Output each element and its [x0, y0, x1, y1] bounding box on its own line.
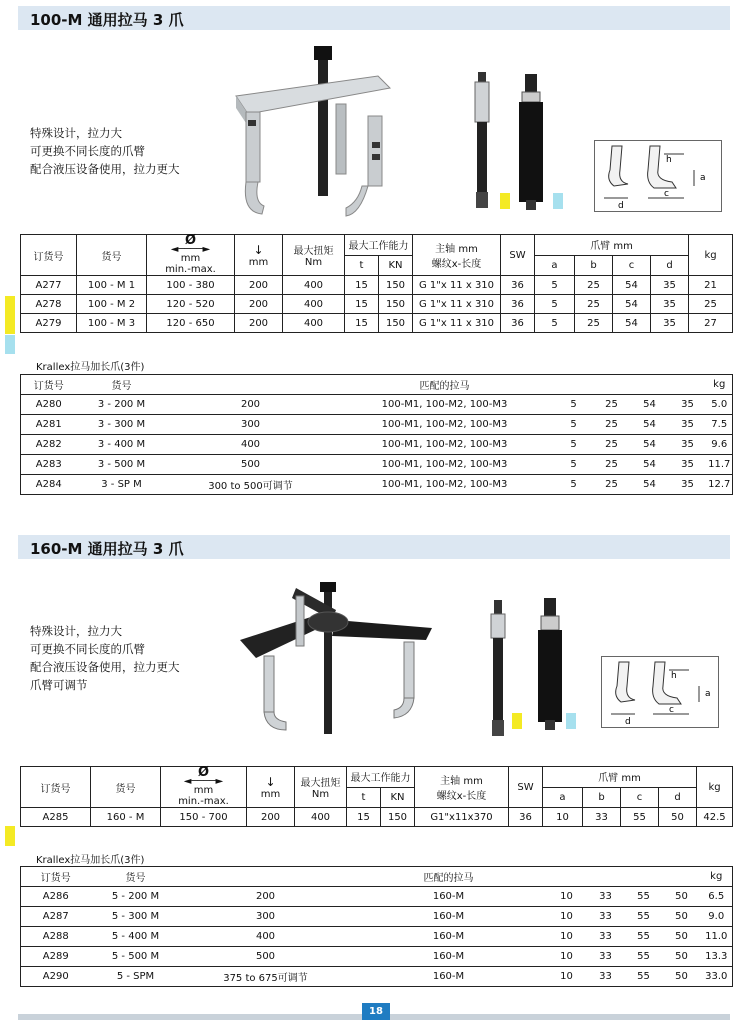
cell-a: 5: [555, 475, 593, 495]
cell-kg: 13.3: [701, 947, 733, 967]
cell-kn: 150: [379, 314, 413, 333]
header-depth: [247, 767, 295, 808]
cell-c: 55: [625, 907, 663, 927]
header-t: t: [345, 255, 379, 276]
cell-item: 100 - M 1: [77, 276, 147, 295]
cell-b: 25: [575, 314, 613, 333]
torque-unit: Nm: [311, 789, 330, 800]
cell-order: A282: [21, 435, 77, 455]
sub-header-blank: [593, 375, 631, 395]
cell-length: 200: [167, 395, 335, 415]
cell-item: 3 - SP M: [77, 475, 167, 495]
cell-c: 55: [625, 927, 663, 947]
cell-c: 54: [613, 295, 651, 314]
cell-torque: 400: [283, 314, 345, 333]
cell-length: 200: [181, 887, 351, 907]
diameter-range: min.-max.: [178, 796, 229, 807]
cell-depth: 200: [235, 295, 283, 314]
table-row: [21, 314, 733, 333]
cell-d: 35: [669, 415, 707, 435]
cell-b: 25: [593, 415, 631, 435]
cell-order: A281: [21, 415, 77, 435]
header-spindle: [415, 767, 509, 808]
diameter-symbol: Ø: [197, 765, 210, 780]
sub-header-order: 订货号: [21, 867, 91, 887]
cell-c: 54: [631, 415, 669, 435]
cell-d: 50: [663, 887, 701, 907]
cell-item: 3 - 400 M: [77, 435, 167, 455]
cell-match: 100-M1, 100-M2, 100-M3: [335, 475, 555, 495]
cell-sw: 36: [509, 808, 543, 827]
yellow-marker: [5, 296, 15, 334]
sub-header-order: 订货号: [21, 375, 77, 395]
cell-kg: 9.0: [701, 907, 733, 927]
cell-d: 35: [669, 455, 707, 475]
cell-item: 5 - 200 M: [91, 887, 181, 907]
sub-header-blank: [669, 375, 707, 395]
cell-item: 160 - M: [91, 808, 161, 827]
cell-d: 50: [659, 808, 697, 827]
header-b: b: [583, 787, 621, 808]
table-row: [21, 435, 733, 455]
cell-match: 160-M: [351, 887, 547, 907]
cell-match: 100-M1, 100-M2, 100-M3: [335, 415, 555, 435]
cell-item: 100 - M 3: [77, 314, 147, 333]
cell-c: 54: [631, 475, 669, 495]
cell-d: 50: [663, 947, 701, 967]
header-capacity: 最大工作能力: [345, 235, 413, 256]
cell-kn: 150: [379, 295, 413, 314]
feature-line: 特殊设计，拉力大: [30, 624, 122, 638]
sub-table-caption: Krallex拉马加长爪(3件): [36, 855, 145, 866]
sub-header-match: 匹配的拉马: [335, 375, 555, 395]
cell-torque: 400: [295, 808, 347, 827]
puller-100m-image: [228, 42, 398, 222]
yellow-marker: [500, 193, 510, 209]
cell-sw: 36: [501, 295, 535, 314]
header-t: t: [347, 787, 381, 808]
cell-b: 25: [593, 395, 631, 415]
feature-line: 可更换不同长度的爪臂: [30, 642, 145, 656]
cell-length: 375 to 675可调节: [181, 967, 351, 987]
cell-b: 33: [587, 927, 625, 947]
cell-length: 400: [181, 927, 351, 947]
cell-b: 25: [593, 435, 631, 455]
spindle-label: 主轴 mm: [435, 244, 478, 255]
feature-line: 爪臂可调节: [30, 678, 88, 692]
header-capacity: 最大工作能力: [347, 767, 415, 788]
cell-d: 35: [651, 314, 689, 333]
header-depth: [235, 235, 283, 276]
cell-t: 15: [345, 276, 379, 295]
cell-a: 5: [555, 455, 593, 475]
cell-length: 300: [167, 415, 335, 435]
cell-spindle: G1"x11x370: [415, 808, 509, 827]
label-d: d: [618, 201, 624, 211]
table-row: [21, 927, 733, 947]
header-kg: kg: [689, 235, 733, 276]
sub-header-blank: [181, 867, 351, 887]
torque-label: 最大扭矩: [293, 246, 334, 257]
table-row: [21, 276, 733, 295]
label-a: a: [700, 173, 706, 183]
cell-depth: 200: [247, 808, 295, 827]
cell-kg: 6.5: [701, 887, 733, 907]
cell-a: 10: [547, 907, 587, 927]
cell-kg: 21: [689, 276, 733, 295]
sub-header-item: 货号: [91, 867, 181, 887]
cyan-marker: [5, 335, 15, 354]
cell-a: 5: [555, 395, 593, 415]
cell-torque: 400: [283, 295, 345, 314]
cell-c: 55: [621, 808, 659, 827]
table-row: [21, 395, 733, 415]
cell-t: 15: [345, 295, 379, 314]
extension-jaw-table-160m: [20, 866, 733, 987]
sub-table-caption: Krallex拉马加长爪(3件): [36, 362, 145, 373]
cell-d: 35: [651, 295, 689, 314]
down-arrow-icon: ↓: [265, 774, 276, 789]
table-row: [21, 887, 733, 907]
cell-match: 160-M: [351, 967, 547, 987]
cell-length: 500: [167, 455, 335, 475]
header-torque: [283, 235, 345, 276]
cell-order: A279: [21, 314, 77, 333]
cell-b: 33: [587, 887, 625, 907]
cell-spindle: G 1"x 11 x 310: [413, 295, 501, 314]
header-b: b: [575, 255, 613, 276]
cell-a: 5: [535, 276, 575, 295]
cell-sw: 36: [501, 314, 535, 333]
cell-length: 300: [181, 907, 351, 927]
header-spindle: [413, 235, 501, 276]
header-d: d: [659, 787, 697, 808]
spindle-image: [470, 72, 494, 214]
header-sw: SW: [501, 235, 535, 276]
cell-kg: 9.6: [707, 435, 733, 455]
header-d: d: [651, 255, 689, 276]
jaw-dimension-diagram: [594, 140, 722, 212]
cell-b: 33: [583, 808, 621, 827]
cell-item: 100 - M 2: [77, 295, 147, 314]
cell-d: 50: [663, 927, 701, 947]
cell-c: 54: [631, 435, 669, 455]
yellow-marker: [512, 713, 522, 729]
depth-unit: mm: [248, 256, 269, 268]
cell-c: 54: [631, 455, 669, 475]
cell-item: 5 - 500 M: [91, 947, 181, 967]
header-order-no: 订货号: [21, 235, 77, 276]
cell-kg: 12.7: [707, 475, 733, 495]
cell-t: 15: [345, 314, 379, 333]
cell-b: 25: [575, 276, 613, 295]
cell-order: A287: [21, 907, 91, 927]
spindle-label: 主轴 mm: [440, 776, 483, 787]
section-2-title: 160-M 通用拉马 3 爪: [18, 535, 730, 559]
cell-item: 3 - 500 M: [77, 455, 167, 475]
cell-order: A285: [21, 808, 91, 827]
label-c: c: [664, 189, 669, 199]
cell-kg: 11.7: [707, 455, 733, 475]
yellow-marker: [5, 826, 15, 846]
cell-kg: 25: [689, 295, 733, 314]
cell-a: 10: [547, 887, 587, 907]
sub-header-blank: [555, 375, 593, 395]
cell-kg: 27: [689, 314, 733, 333]
hydraulic-cylinder-image: [514, 74, 548, 214]
cell-d: 35: [669, 435, 707, 455]
torque-label: 最大扭矩: [300, 778, 341, 789]
diameter-range: min.-max.: [165, 264, 216, 275]
cell-c: 54: [613, 276, 651, 295]
spindle-image: [486, 600, 510, 742]
cell-kg: 33.0: [701, 967, 733, 987]
header-jaw: 爪臂 mm: [535, 235, 689, 256]
cell-kg: 7.5: [707, 415, 733, 435]
cell-range: 120 - 520: [147, 295, 235, 314]
feature-line: 配合液压设备使用，拉力更大: [30, 660, 180, 674]
header-order-no: 订货号: [21, 767, 91, 808]
cell-order: A286: [21, 887, 91, 907]
cell-kg: 11.0: [701, 927, 733, 947]
cell-torque: 400: [283, 276, 345, 295]
table-row: [21, 907, 733, 927]
cell-c: 54: [613, 314, 651, 333]
section-1-features: [30, 124, 180, 178]
sub-header-blank: [663, 867, 701, 887]
cell-a: 10: [547, 947, 587, 967]
cell-order: A280: [21, 395, 77, 415]
jaw-dimension-diagram: [601, 656, 719, 728]
cell-order: A289: [21, 947, 91, 967]
sub-header-kg: kg: [707, 375, 733, 395]
cell-b: 33: [587, 967, 625, 987]
cell-spindle: G 1"x 11 x 310: [413, 276, 501, 295]
thread-label: 螺纹x-长度: [431, 259, 482, 270]
extension-jaw-table-100m: [20, 374, 733, 495]
cell-b: 25: [593, 475, 631, 495]
feature-line: 特殊设计，拉力大: [30, 126, 122, 140]
cell-a: 10: [543, 808, 583, 827]
cell-d: 50: [663, 967, 701, 987]
cell-range: 150 - 700: [161, 808, 247, 827]
cell-c: 55: [625, 947, 663, 967]
cell-b: 25: [575, 295, 613, 314]
double-arrow-icon: ◄────►: [170, 244, 211, 255]
spec-table-100m: [20, 234, 733, 333]
header-kn: KN: [379, 255, 413, 276]
table-row: [21, 415, 733, 435]
cell-a: 10: [547, 927, 587, 947]
diameter-unit: mm: [193, 785, 214, 796]
cell-b: 25: [593, 455, 631, 475]
sub-header-match: 匹配的拉马: [351, 867, 547, 887]
sub-header-blank: [625, 867, 663, 887]
cell-match: 160-M: [351, 927, 547, 947]
cell-t: 15: [347, 808, 381, 827]
cell-d: 35: [669, 475, 707, 495]
cell-d: 35: [669, 395, 707, 415]
cell-b: 33: [587, 907, 625, 927]
spec-table-160m: [20, 766, 733, 827]
table-row: [21, 475, 733, 495]
cell-range: 120 - 650: [147, 314, 235, 333]
cell-depth: 200: [235, 276, 283, 295]
header-kg: kg: [697, 767, 733, 808]
section-2-features: [30, 622, 180, 694]
cell-item: 5 - SPM: [91, 967, 181, 987]
cell-order: A288: [21, 927, 91, 947]
diameter-unit: mm: [180, 253, 201, 264]
sub-header-blank: [587, 867, 625, 887]
cell-order: A284: [21, 475, 77, 495]
sub-header-blank: [547, 867, 587, 887]
cell-length: 500: [181, 947, 351, 967]
label-d: d: [625, 717, 631, 727]
cell-order: A290: [21, 967, 91, 987]
cell-order: A283: [21, 455, 77, 475]
sub-header-blank: [167, 375, 335, 395]
cell-length: 300 to 500可调节: [167, 475, 335, 495]
cell-match: 100-M1, 100-M2, 100-M3: [335, 395, 555, 415]
sub-header-blank: [631, 375, 669, 395]
depth-unit: mm: [260, 788, 281, 800]
cell-order: A277: [21, 276, 77, 295]
cell-item: 3 - 200 M: [77, 395, 167, 415]
feature-line: 可更换不同长度的爪臂: [30, 144, 145, 158]
cell-item: 3 - 300 M: [77, 415, 167, 435]
cell-match: 100-M1, 100-M2, 100-M3: [335, 435, 555, 455]
header-a: a: [535, 255, 575, 276]
cell-b: 33: [587, 947, 625, 967]
cell-item: 5 - 300 M: [91, 907, 181, 927]
label-a: a: [705, 689, 711, 699]
cell-match: 160-M: [351, 947, 547, 967]
cyan-marker: [553, 193, 563, 209]
torque-unit: Nm: [304, 257, 323, 268]
table-row: [21, 808, 733, 827]
cell-d: 35: [651, 276, 689, 295]
sub-header-item: 货号: [77, 375, 167, 395]
cell-a: 5: [535, 314, 575, 333]
cell-c: 54: [631, 395, 669, 415]
header-c: c: [621, 787, 659, 808]
cell-item: 5 - 400 M: [91, 927, 181, 947]
cell-kg: 5.0: [707, 395, 733, 415]
cell-kg: 42.5: [697, 808, 733, 827]
table-row: [21, 947, 733, 967]
feature-line: 配合液压设备使用，拉力更大: [30, 162, 180, 176]
down-arrow-icon: ↓: [253, 242, 264, 257]
label-h: h: [666, 155, 672, 165]
page-number: 18: [362, 1003, 390, 1020]
cell-match: 100-M1, 100-M2, 100-M3: [335, 455, 555, 475]
header-kn: KN: [381, 787, 415, 808]
header-jaw: 爪臂 mm: [543, 767, 697, 788]
puller-160m-image: [236, 580, 436, 740]
cell-c: 55: [625, 887, 663, 907]
cell-spindle: G 1"x 11 x 310: [413, 314, 501, 333]
cell-a: 5: [535, 295, 575, 314]
header-item-no: 货号: [77, 235, 147, 276]
cell-range: 100 - 380: [147, 276, 235, 295]
cell-kn: 150: [381, 808, 415, 827]
header-torque: [295, 767, 347, 808]
cell-kn: 150: [379, 276, 413, 295]
table-row: [21, 967, 733, 987]
header-item-no: 货号: [91, 767, 161, 808]
label-c: c: [669, 705, 674, 715]
label-h: h: [671, 671, 677, 681]
table-row: [21, 455, 733, 475]
header-sw: SW: [509, 767, 543, 808]
section-1-title: 100-M 通用拉马 3 爪: [18, 6, 730, 30]
header-diameter: [161, 767, 247, 808]
hydraulic-cylinder-image: [533, 598, 567, 732]
diameter-symbol: Ø: [184, 233, 197, 248]
double-arrow-icon: ◄────►: [183, 776, 224, 787]
cell-order: A278: [21, 295, 77, 314]
cell-d: 50: [663, 907, 701, 927]
header-a: a: [543, 787, 583, 808]
cell-sw: 36: [501, 276, 535, 295]
cell-a: 5: [555, 435, 593, 455]
cell-a: 10: [547, 967, 587, 987]
header-diameter: [147, 235, 235, 276]
header-c: c: [613, 255, 651, 276]
cell-length: 400: [167, 435, 335, 455]
cell-match: 160-M: [351, 907, 547, 927]
sub-header-kg: kg: [701, 867, 733, 887]
thread-label: 螺纹x-长度: [436, 791, 487, 802]
cyan-marker: [566, 713, 576, 729]
cell-c: 55: [625, 967, 663, 987]
cell-depth: 200: [235, 314, 283, 333]
table-row: [21, 295, 733, 314]
cell-a: 5: [555, 415, 593, 435]
